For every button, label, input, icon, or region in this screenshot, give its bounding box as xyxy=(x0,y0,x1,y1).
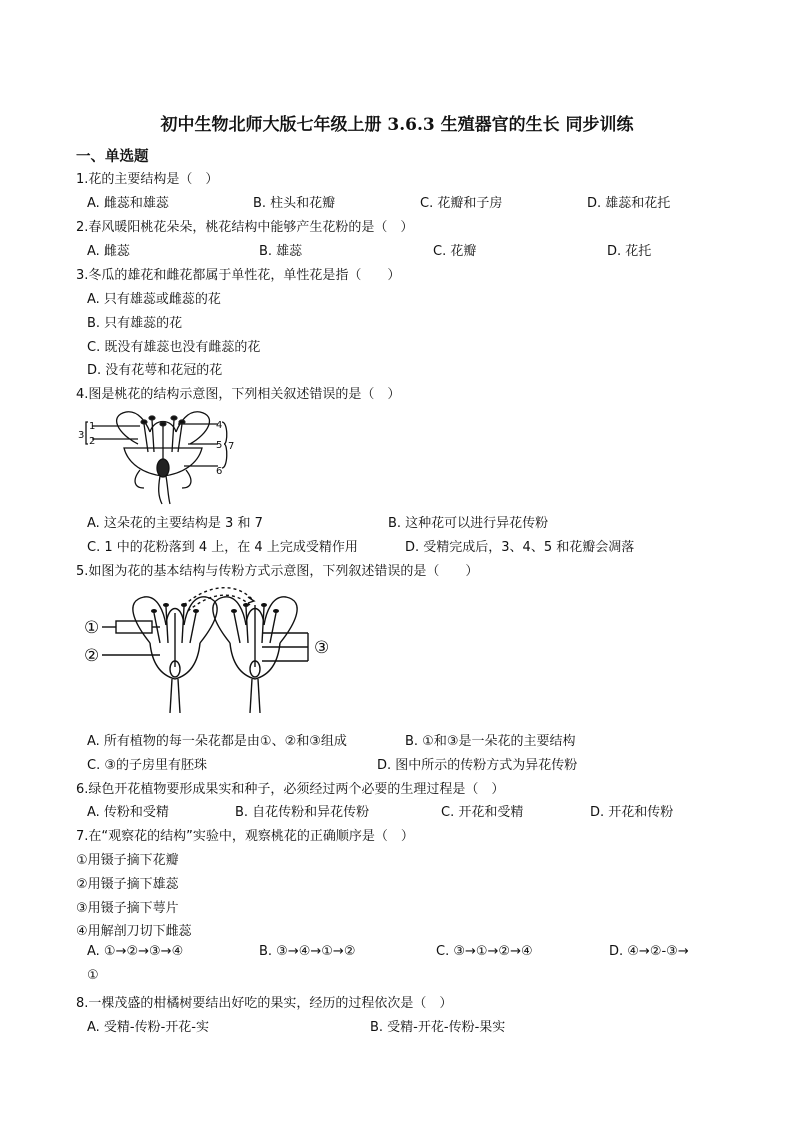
section-heading: 一、单选题 xyxy=(76,149,149,165)
question-5-option-d[interactable]: D. 图中所示的传粉方式为异花传粉 xyxy=(377,758,578,773)
question-5-option-a[interactable]: A. 所有植物的每一朵花都是由①、②和③组成 xyxy=(87,734,347,749)
question-2-option-c[interactable]: C. 花瓣 xyxy=(433,244,477,259)
question-7-option-c[interactable]: C. ③→①→②→④ xyxy=(436,944,533,959)
diagram-label-6: 6 xyxy=(216,466,223,477)
question-6-option-b[interactable]: B. 自花传粉和异花传粉 xyxy=(235,805,370,820)
question-2-option-a[interactable]: A. 雌蕊 xyxy=(87,244,130,259)
question-4-option-d[interactable]: D. 受精完成后，3、4、5 和花瓣会凋落 xyxy=(405,540,635,555)
question-7-step-1: ①用镊子摘下花瓣 xyxy=(76,853,179,868)
pollination-diagram xyxy=(80,583,340,718)
question-7-stem: 7.在“观察花的结构”实验中，观察桃花的正确顺序是（ ） xyxy=(76,829,414,844)
question-1-option-c[interactable]: C. 花瓣和子房 xyxy=(420,196,503,211)
question-5-stem: 5.如图为花的基本结构与传粉方式示意图，下列叙述错误的是（ ） xyxy=(76,564,479,579)
peach-flower-diagram xyxy=(78,404,248,506)
question-3-option-c[interactable]: C. 既没有雄蕊也没有雌蕊的花 xyxy=(87,340,261,355)
question-6-option-d[interactable]: D. 开花和传粉 xyxy=(590,805,674,820)
question-7-option-b[interactable]: B. ③→④→①→② xyxy=(259,944,356,959)
diagram-label-1: 1 xyxy=(89,421,96,432)
question-4-option-a[interactable]: A. 这朵花的主要结构是 3 和 7 xyxy=(87,516,263,531)
question-4-option-b[interactable]: B. 这种花可以进行异花传粉 xyxy=(388,516,549,531)
question-7-step-2: ②用镊子摘下雄蕊 xyxy=(76,877,179,892)
question-1-option-d[interactable]: D. 雄蕊和花托 xyxy=(587,196,671,211)
question-2-option-d[interactable]: D. 花托 xyxy=(607,244,652,259)
question-3-option-b[interactable]: B. 只有雄蕊的花 xyxy=(87,316,183,331)
question-4-stem: 4.图是桃花的结构示意图，下列相关叙述错误的是（ ） xyxy=(76,387,401,402)
question-3-option-a[interactable]: A. 只有雄蕊或雌蕊的花 xyxy=(87,292,221,307)
question-3-stem: 3.冬瓜的雄花和雌花都属于单性花，单性花是指（ ） xyxy=(76,268,401,283)
diagram-label-circle-3: ③ xyxy=(314,638,330,658)
question-7-option-d[interactable]: D. ④→②-③→ xyxy=(609,944,689,959)
question-8-option-b[interactable]: B. 受精-开花-传粉-果实 xyxy=(370,1020,506,1035)
question-7-step-3: ③用镊子摘下萼片 xyxy=(76,901,179,916)
question-2-option-b[interactable]: B. 雄蕊 xyxy=(259,244,303,259)
question-8-stem: 8.一棵茂盛的柑橘树要结出好吃的果实，经历的过程依次是（ ） xyxy=(76,996,453,1011)
question-7-step-4: ④用解剖刀切下雌蕊 xyxy=(76,924,192,939)
diagram-label-7: 7 xyxy=(228,441,235,452)
diagram-label-5: 5 xyxy=(216,440,223,451)
diagram-label-2: 2 xyxy=(89,436,96,447)
question-7-option-a[interactable]: A. ①→②→③→④ xyxy=(87,944,184,959)
diagram-label-3: 3 xyxy=(78,430,85,441)
question-5-option-c[interactable]: C. ③的子房里有胚珠 xyxy=(87,758,207,773)
question-4-option-c[interactable]: C. 1 中的花粉落到 4 上，在 4 上完成受精作用 xyxy=(87,540,358,555)
question-1-option-a[interactable]: A. 雌蕊和雄蕊 xyxy=(87,196,169,211)
question-6-option-a[interactable]: A. 传粉和受精 xyxy=(87,805,169,820)
question-1-stem: 1.花的主要结构是（ ） xyxy=(76,172,219,187)
page-title: 初中生物北师大版七年级上册 3.6.3 生殖器官的生长 同步训练 xyxy=(160,115,634,135)
diagram-label-circle-1: ① xyxy=(84,618,100,638)
question-6-stem: 6.绿色开花植物要形成果实和种子，必须经过两个必要的生理过程是（ ） xyxy=(76,782,505,797)
question-3-option-d[interactable]: D. 没有花萼和花冠的花 xyxy=(87,363,223,378)
question-1-option-b[interactable]: B. 柱头和花瓣 xyxy=(253,196,336,211)
question-5-option-b[interactable]: B. ①和③是一朵花的主要结构 xyxy=(405,734,576,749)
question-7-option-d-continued: ① xyxy=(87,968,99,983)
question-8-option-a[interactable]: A. 受精-传粉-开花-实 xyxy=(87,1020,210,1035)
question-6-option-c[interactable]: C. 开花和受精 xyxy=(441,805,524,820)
diagram-label-4: 4 xyxy=(216,420,223,431)
diagram-label-circle-2: ② xyxy=(84,646,100,666)
question-2-stem: 2.春风暖阳桃花朵朵，桃花结构中能够产生花粉的是（ ） xyxy=(76,220,414,235)
